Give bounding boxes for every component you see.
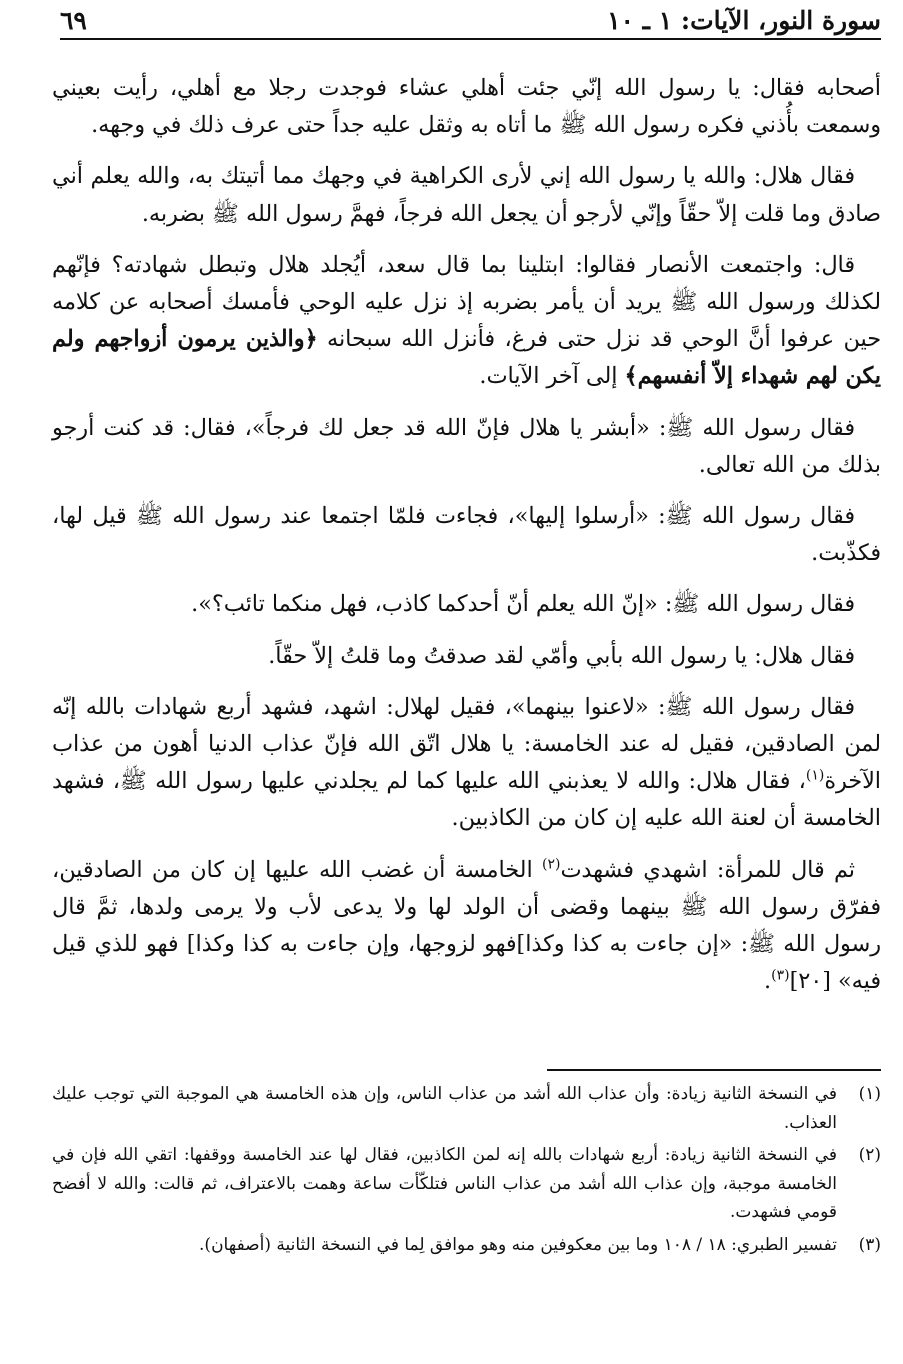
paragraph: فقال هلال: والله يا رسول الله إني لأرى الكراهية في وجهك مما أتيتك به، والله يعلم أني صادق وما قلت إلاّ حقّاً وإنّي لأرجو أن يجعل الله فرجاً، فهمَّ رسول الله ﷺ بضربه. <box>52 163 881 227</box>
footnotes <box>52 1080 881 1263</box>
paragraph-text: فقال رسول الله ﷺ: «لاعنوا بينهما»، فقيل لهلال: اشهد، فشهد أربع شهادات بالله إنّه لمن الصادقين، فقيل له عند الخامسة: يا هلال اتّق الله فإنّ عذاب الدنيا أهون من عذاب الآخرة <box>52 693 881 795</box>
paragraph-text: ثم قال للمرأة: اشهدي فشهدت <box>560 856 855 883</box>
footnote-text: تفسير الطبري: ١٨ / ١٠٨ وما بين معكوفين منه وهو موافق لِما في النسخة الثانية (أصفهان). <box>199 1234 837 1255</box>
footnote-ref[interactable]: (٢) <box>541 856 561 873</box>
main-text <box>52 70 881 1014</box>
paragraph-text: قال: واجتمعت الأنصار فقالوا: ابتلينا بما قال سعد، أيُجلد هلال وتبطل شهادته؟ فإنّهم لكذلك ورسول الله ﷺ يريد أن يأمر بضربه إذ نزل عليه الوحي فأمسك أصحابه عن كلامه حين عرفوا أنَّ الوحي قد نزل حتى فرغ، فأنزل الله سبحانه <box>52 251 881 353</box>
paragraph <box>52 689 881 838</box>
paragraph-text: ، فقال هلال: والله لا يعذبني الله عليها كما لم يجلدني عليها رسول الله ﷺ، فشهد الخامسة أن لعنة الله عليه إن كان من الكاذبين. <box>52 768 881 832</box>
paragraph: أصحابه فقال: يا رسول الله إنّي جئت أهلي عشاء فوجدت رجلا مع أهلي، رأيت بعيني وسمعت بأُذني فكره رسول الله ﷺ ما أتاه به وثقل عليه جداً حتى عرف ذلك في وجهه. <box>52 75 881 139</box>
paragraph-text: الخامسة أن غضب الله عليها إن كان من الصادقين، ففرّق رسول الله ﷺ بينهما وقضى أن الولد لها ولا يدعى لأب ولا يرمى ولدها، ثمَّ قال رسول الله ﷺ: «إن جاءت به كذا وكذا]فهو لزوجها، وإن جاءت به كذا وكذا] فهو للذي قيل فيه» [٢٠] <box>52 856 881 995</box>
paragraph-text: . <box>764 968 772 995</box>
footnote <box>52 1231 881 1260</box>
footnote-ref[interactable]: (٣) <box>771 967 790 984</box>
footnote <box>52 1080 881 1137</box>
footnote-text: في النسخة الثانية زيادة: أربع شهادات بالله إنه لمن الكاذبين، فقال لها عند الخامسة ووقفها: اتقي الله فإن في الخامسة موجبة، وإن عذاب الله أشد من عذاب الناس فتلكّأت ساعة وهمت بالاعتراف، ثم قالت: والله لا أفضح قومي فشهدت. <box>52 1145 837 1222</box>
footnote-text: في النسخة الثانية زيادة: وأن عذاب الله أشد من عذاب الناس، وإن هذه الخامسة هي الموجبة التي توجب عليك العذاب. <box>52 1084 837 1133</box>
paragraph-text: إلى آخر الآيات. <box>479 363 625 390</box>
paragraph <box>52 247 881 396</box>
paragraph: فقال رسول الله ﷺ: «أبشر يا هلال فإنّ الله قد جعل لك فرجاً»، فقال: قد كنت أرجو بذلك من الله تعالى. <box>52 414 881 478</box>
footnote-number: (٣) <box>858 1234 881 1255</box>
page-number: ٦٩ <box>60 6 87 35</box>
footnote-divider <box>547 1069 881 1071</box>
footnote-ref[interactable]: (١) <box>805 767 825 784</box>
paragraph: فقال هلال: يا رسول الله بأبي وأمّي لقد صدقتُ وما قلتُ إلاّ حقّاً. <box>268 642 855 669</box>
footnote-number: (١) <box>858 1084 881 1104</box>
paragraph: فقال رسول الله ﷺ: «إنّ الله يعلم أنّ أحدكما كاذب، فهل منكما تائب؟». <box>191 591 855 618</box>
quran-verse: ﴿والذين يرمون أزواجهم ولم يكن لهم شهداء إلاّ أنفسهم﴾ <box>52 326 881 390</box>
running-title: سورة النور، الآيات: ١ ـ ١٠ <box>607 6 881 35</box>
footnote-number: (٢) <box>858 1145 881 1165</box>
footnote <box>52 1141 881 1227</box>
paragraph <box>52 852 881 1001</box>
page-header <box>60 2 881 40</box>
paragraph: فقال رسول الله ﷺ: «أرسلوا إليها»، فجاءت فلمّا اجتمعا عند رسول الله ﷺ قيل لها، فكذّبت. <box>52 503 881 567</box>
